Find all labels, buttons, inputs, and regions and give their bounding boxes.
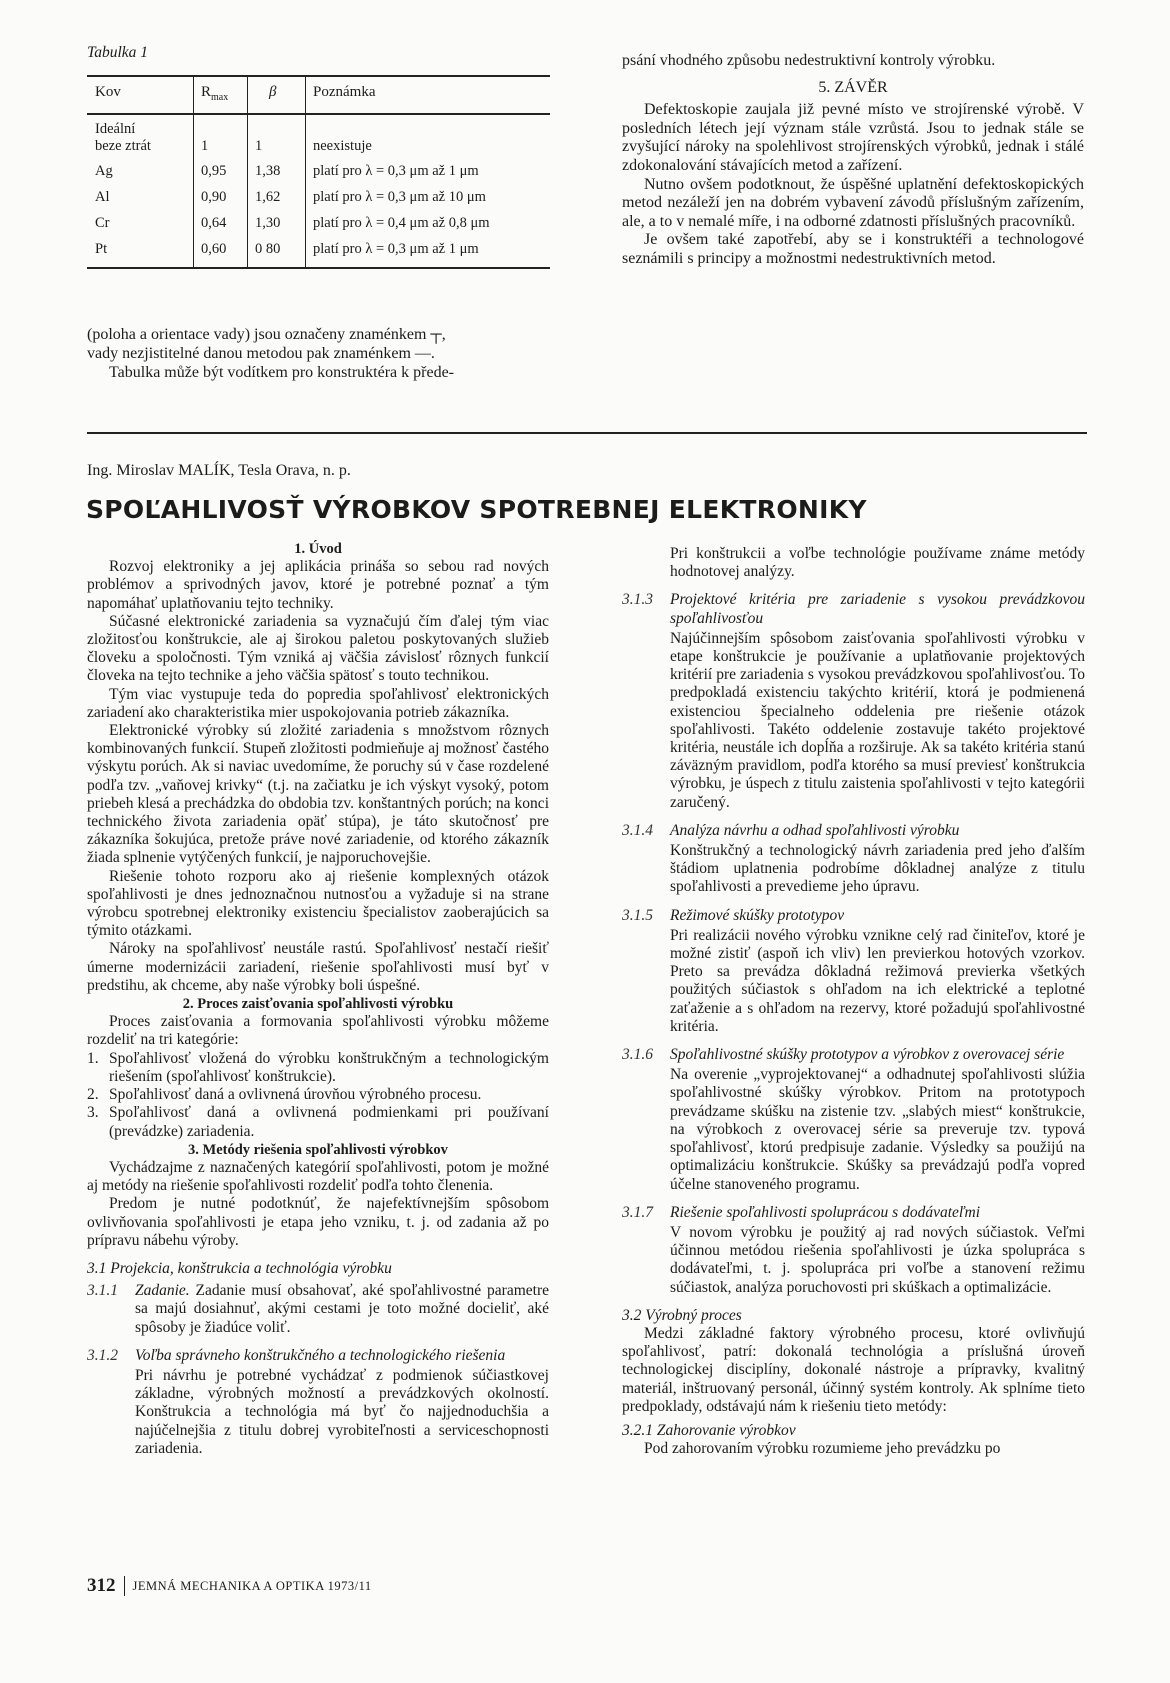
article-author: Ing. Miroslav MALÍK, Tesla Orava, n. p. bbox=[87, 462, 351, 479]
subsection-title: 3.2.1 Zahorovanie výrobkov bbox=[622, 1421, 796, 1439]
table-cell-kov: Ag bbox=[95, 163, 113, 179]
footer-divider bbox=[124, 1576, 125, 1596]
paragraph: Pri realizácii nového výrobku vznikne celý rad činiteľov, ktoré je možné zistiť (aspoň ich vliv) len previerkou hotových vzorkov. Preto sa prevádza dôkladná režimová previerka všetkých použitých súčiastok s ohľadom na ich elektrické a teplotné zaťaženie a s ohľadom na rezervy, ktoré požadujú spoľahlivostné kritéria. bbox=[670, 926, 1085, 1035]
table-cell-beta: 1,30 bbox=[255, 215, 281, 231]
prev-article-right bbox=[622, 52, 1084, 269]
paragraph: psání vhodného způsobu nedestruktivní kontroly výrobku. bbox=[622, 52, 996, 69]
subsection-3-1-1: 3.1.1 Zadanie. Zadanie musí obsahovať, aké spoľahlivostné parametre sa majú dosiahnuť, akými cestami je toto možné docieliť, aké spôsoby je žiadúce voliť. bbox=[87, 1282, 549, 1336]
section-title: 2. Proces zaisťovania spoľahlivosti výrobku bbox=[182, 996, 454, 1013]
table-vline bbox=[247, 75, 248, 267]
section-title: 5. ZÁVĚR bbox=[818, 78, 888, 96]
table-cell-note: platí pro λ = 0,3 μm až 10 μm bbox=[313, 189, 486, 205]
section-title: 3. Metódy riešenia spoľahlivosti výrobkov bbox=[188, 1141, 448, 1158]
paragraph: Na overenie „vyprojektovanej“ a odhadnutej spoľahlivosti slúžia spoľahlivostné skúšky výrobkov. Pritom na prototypoch prevádzame skúšku na zistenie tzv. „slabých miest“ konštrukcie, na výrobkoch z overovacej série sa preveruje tzv. typová spoľahlivosť, ktorú predpisuje zadanie. Výsledky sa použijú na optimalizáciu konštrukcie. Skúšky sa prevádzajú podľa vopred účelne stanoveného programu. bbox=[670, 1066, 1085, 1193]
paragraph: Rozvoj elektroniky a jej aplikácia prináša so sebou rad nových problémov a sprivodných javov, ktoré je potrebné poznať a tým napomáhať uplatňovaniu tejto techniky. bbox=[87, 558, 549, 612]
list-item: 3. Spoľahlivosť daná a ovlivnená podmienkami pri používaní (prevádzke) zariadenia. bbox=[87, 1104, 549, 1140]
paragraph: Konštrukčný a technologický návrh zariadenia pred jeho ďalším štádiom uplatnenia podrobíme dôkladnej analýze z titulu spoľahlivosti a prevedieme jeho úpravu. bbox=[670, 842, 1085, 896]
paragraph: Nároky na spoľahlivosť neustále rastú. Spoľahlivosť nestačí riešiť úmerne modernizácii zariadení, riešenie spoľahlivosti musí byť v predstihu, ak chceme, aby naše výrobky boli úspešné. bbox=[87, 940, 549, 994]
paragraph: Pri návrhu je potrebné vychádzať z podmienok súčiastkovej základne, výrobných možností a prevádzkových okolností. Konštrukcia a technológia má byť čo najjednoduchšia a najúčelnejšia z titulu dobrej vyrobiteľnosti a serviceschopnosti zariadenia. bbox=[135, 1366, 549, 1457]
prev-article-left bbox=[87, 325, 550, 382]
paragraph: (poloha a orientace vady) jsou označeny znaménkem ┬, bbox=[87, 326, 446, 343]
paragraph: V novom výrobku je použitý aj rad nových súčiastok. Veľmi účinnou metódou riešenia spoľahlivosti je úzka spolupráca s dodávateľmi, t. j. spolupráca pri voľbe a stanovení režimu súčiastok, analýza poruchovosti pri skúškach a optimalizácie. bbox=[670, 1223, 1085, 1296]
table-cell-note: neexistuje bbox=[313, 138, 372, 154]
subsection-title: 3.2 Výrobný proces bbox=[622, 1306, 742, 1324]
paragraph: Pod zahorovaním výrobku rozumieme jeho prevádzku po bbox=[644, 1440, 1001, 1458]
section-title: 1. Úvod bbox=[294, 541, 342, 557]
list-item: 2. Spoľahlivosť daná a ovlivnená úrovňou výrobného procesu. bbox=[87, 1086, 482, 1104]
table-cell-rmax: 0,60 bbox=[201, 241, 227, 257]
table-top-rule bbox=[87, 75, 550, 77]
paragraph: Je ovšem také zapotřebí, aby se i konstruktéři a technologové seznámili s principy a možnostmi nedestruktivních metod. bbox=[622, 231, 1084, 267]
table-cell-kov: Pt bbox=[95, 241, 108, 257]
journal-name: JEMNÁ MECHANIKA A OPTIKA 1973/11 bbox=[132, 1578, 372, 1593]
subsection-title: 3.1.6 Spoľahlivostné skúšky prototypov a výrobkov z overovacej série bbox=[622, 1046, 1065, 1064]
paragraph: Pri konštrukcii a voľbe technológie používame známe metódy hodnotovej analýzy. bbox=[670, 545, 1085, 581]
table-cell-beta: 1,38 bbox=[255, 163, 281, 179]
article-separator bbox=[87, 432, 1087, 434]
paragraph: Medzi základné faktory výrobného procesu, ktoré ovlivňujú spoľahlivosť, patrí: dokonalá technológia a príslušná úroveň technologickej disciplíny, dokonalé nástroje a prípravky, kvalitný materiál, inštruovaný personál, účinný systém kontroly. Ak splníme tieto predpoklady, odstávajú nám k riešeniu tieto metódy: bbox=[622, 1324, 1085, 1415]
paragraph: Elektronické výrobky sú zložité zariadenia s množstvom rôznych kombinovaných funkcií. Stupeň zložitosti podmieňuje aj možnosť častého výskytu porúch. Ak si naviac uvedomíme, že poruchy sú v čase rozdelené podľa tzv. „vaňovej krivky“ (t.j. na začiatku je ich výskyt vysoký, potom priebeh klesá a prechádzka do obdobia tzv. konštantných porúch; na konci technického života zariadenia opäť stúpa), je táto skutočnosť pre zákazníka šokujúca, pretože práve nové zariadenie, od ktorého zákazník žiada splnenie vytýčených funkcií, je najporuchovejšie. bbox=[87, 722, 549, 867]
table-cell-beta: 1,62 bbox=[255, 189, 281, 205]
paragraph: Proces zaisťovania a formovania spoľahlivosti výrobku môžeme rozdeliť na tri kategórie: bbox=[87, 1013, 549, 1049]
table-vline bbox=[193, 75, 194, 267]
page-number: 312 bbox=[87, 1575, 116, 1596]
subsection-title: 3.1.3 Projektové kritéria pre zariadenie s vysokou prevádzkovou spoľahlivosťou bbox=[622, 591, 1085, 627]
table-cell-rmax: 1 bbox=[201, 138, 209, 154]
table-header-rmax: $R_{max}$ bbox=[201, 84, 229, 103]
table-cell-note: platí pro λ = 0,3 μm až 1 μm bbox=[313, 163, 479, 179]
page-footer bbox=[87, 1575, 372, 1597]
table-cell-beta: 0 80 bbox=[255, 241, 281, 257]
table-cell-note: platí pro λ = 0,3 μm až 1 μm bbox=[313, 241, 479, 257]
paragraph: vady nezjistitelné danou metodou pak znaménkem —. bbox=[87, 345, 435, 362]
subsection-title: 3.1 Projekcia, konštrukcia a technológia výrobku bbox=[87, 1259, 392, 1277]
table-cell-rmax: 0,90 bbox=[201, 189, 227, 205]
table-cell-kov: Cr bbox=[95, 215, 110, 231]
subsection-title: 3.1.4 Analýza návrhu a odhad spoľahlivosti výrobku bbox=[622, 821, 960, 839]
article-title: SPOĽAHLIVOSŤ VÝROBKOV SPOTREBNEJ ELEKTRONIKY bbox=[86, 495, 867, 524]
table-header-kov: Kov bbox=[95, 84, 121, 100]
table-bottom-rule bbox=[87, 267, 550, 269]
paragraph: Nutno ovšem podotknout, že úspěšné uplatnění defektoskopických metod nezáleží jen na dobrém vybavení závodů příslušným zařízením, ale, a to v nemalé míře, i na odborné zdatnosti příslušných pracovníků. bbox=[622, 175, 1084, 230]
paragraph: Vychádzajme z naznačených kategórií spoľahlivosti, potom je možné aj metódy na riešenie spoľahlivosti rozdeliť podľa tohto členenia. bbox=[87, 1158, 549, 1195]
list-item: 1. Spoľahlivosť vložená do výrobku konštrukčným a technologickým riešením (spoľahlivosť konštrukcie). bbox=[87, 1049, 549, 1085]
table-cell-beta: 1 bbox=[255, 138, 263, 154]
table-cell-note: platí pro λ = 0,4 μm až 0,8 μm bbox=[313, 215, 490, 231]
subsection-title: 3.1.7 Riešenie spoľahlivosti spoluprácou s dodávateľmi bbox=[622, 1203, 981, 1221]
table-cell-kov: Al bbox=[95, 189, 110, 205]
table-header-beta: β bbox=[269, 84, 277, 100]
table-caption: Tabulka 1 bbox=[87, 44, 149, 61]
paragraph: Súčasné elektronické zariadenia sa vyznačujú čím ďalej tým viac zložitosťou konštrukcie, ale aj širokou paletou poskytovaných služieb človeku a spoločnosti. Tým vzniká aj väčšia závislosť rôznych funkcií človeka na tejto technike a jeho väčšia spätosť s touto technikou. bbox=[87, 612, 549, 685]
table-cell-kov: Ideální beze ztrát bbox=[95, 121, 151, 154]
paragraph: Predom je nutné podotknúť, že najefektívnejším spôsobom ovlivňovania spoľahlivosti je etapa jeho vzniku, t. j. od zadania až po prípravu nábehu výroby. bbox=[87, 1195, 549, 1249]
paragraph: Tabulka může být vodítkem pro konstruktéra k předе- bbox=[109, 364, 454, 381]
article-right-column bbox=[622, 545, 1085, 1458]
paragraph: Najúčinnejším spôsobom zaisťovania spoľahlivosti výrobku v etape konštrukcie je používanie a uplatňovanie projektových kritérií pre zariadenia s vysokou prevádzkovou spoľahlivosťou. To predpokladá existenciu takýchto kritérií, ktorá je podmienená existenciou špecialneho oddelenia pre riešenie otázok spoľahlivosti. Takéto oddelenie zostavuje takéto projektové kritéria, neustále ich dopĺňa a rozširuje. Ak sa takéto kritéria stanú záväzným pravidlom, podľa ktorého sa musí previesť konštrukcia výrobku, je úspech z titulu zaistenia spoľahlivosti v tejto kategórii zaručený. bbox=[670, 629, 1085, 811]
table-cell-rmax: 0,95 bbox=[201, 163, 227, 179]
table-header-note: Poznámka bbox=[313, 84, 376, 100]
table-vline bbox=[305, 75, 306, 267]
paragraph: Tým viac vystupuje teda do popredia spoľahlivosť elektronických zariadení ako charakteristika mier uspokojovania potrieb zákazníka. bbox=[87, 685, 549, 721]
paragraph: Defektoskopie zaujala již pevné místo ve strojírenské výrobě. V posledních létech její význam stále vzrůstá. Jsou to jednak stále se zvyšující nároky na spolehlivost strojírenských výrobků, jednak i stálé zdokonalování stávajících metod a zařízení. bbox=[622, 101, 1084, 174]
table-cell-rmax: 0,64 bbox=[201, 215, 227, 231]
paragraph: Riešenie tohoto rozporu ako aj riešenie komplexných otázok spoľahlivosti je dnes jednoznačnou nutnosťou a vyžaduje si na strane výrobcu spotrebnej elektroniky existenciu špecialistov zaoberajúcich sa týmito otázkami. bbox=[87, 867, 549, 940]
article-left-column bbox=[87, 540, 549, 1458]
table-header-rule bbox=[87, 113, 550, 115]
subsection-title: 3.1.2 Voľba správneho konštrukčného a technologického riešenia bbox=[87, 1346, 506, 1364]
subsection-title: 3.1.5 Režimové skúšky prototypov bbox=[622, 906, 845, 924]
